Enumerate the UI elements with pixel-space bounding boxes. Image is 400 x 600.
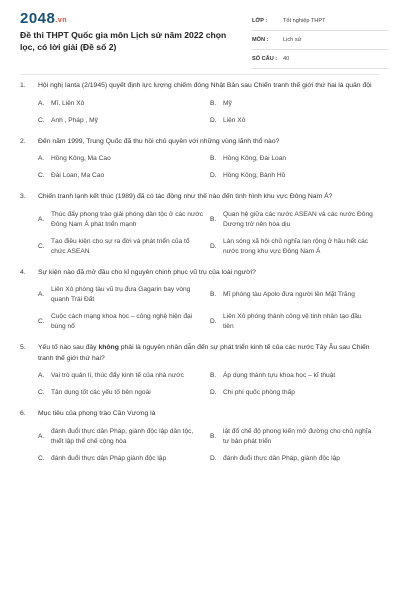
meta-value: Lịch sử xyxy=(283,37,302,43)
document-meta xyxy=(252,12,388,69)
question-emphasis: không xyxy=(98,344,119,351)
option-text: Vai trò quản lí, thúc đẩy kinh tế của nhà nước xyxy=(51,372,184,379)
option-letter: D. xyxy=(210,389,217,396)
option-letter: A. xyxy=(38,291,45,298)
question-text: Sự kiện nào đã mở đầu cho kỉ nguyên chinh phục vũ trụ của loài người? xyxy=(38,268,256,276)
question-2 xyxy=(20,137,380,182)
option-text: đánh đuổi thực dân Pháp, giành độc lập xyxy=(223,454,340,462)
option-letter: C. xyxy=(38,389,45,396)
document-header xyxy=(0,0,400,62)
answer-options xyxy=(20,371,380,398)
option-letter: C. xyxy=(38,116,45,124)
question-list xyxy=(20,81,380,475)
option-c[interactable] xyxy=(38,454,210,464)
question-5 xyxy=(20,343,380,398)
option-text: Liên Xô phóng thành công vệ tinh nhân tạo đầu tiên xyxy=(223,313,362,330)
answer-options xyxy=(20,154,380,181)
question-number: 5. xyxy=(20,344,26,351)
meta-key: LỚP : xyxy=(252,18,268,24)
option-b[interactable] xyxy=(210,99,380,109)
option-text: Đài Loan, Ma Cao xyxy=(51,172,105,179)
answer-options xyxy=(20,99,380,126)
option-a[interactable] xyxy=(38,210,210,230)
option-letter: B. xyxy=(210,432,217,440)
option-c[interactable] xyxy=(38,237,210,257)
option-letter: D. xyxy=(210,116,217,124)
option-text: Anh , Pháp , Mỹ xyxy=(51,116,98,124)
option-c[interactable] xyxy=(38,312,210,332)
option-letter: C. xyxy=(38,454,45,462)
question-text xyxy=(38,343,380,364)
meta-value: 40 xyxy=(283,56,290,62)
option-text: Mĩ, Liên Xô xyxy=(51,99,85,107)
answer-options xyxy=(20,427,380,464)
option-letter: B. xyxy=(210,215,217,223)
option-d[interactable] xyxy=(210,312,380,332)
question-4 xyxy=(20,268,380,333)
document-title: Đề thi THPT Quốc gia môn Lịch sử năm 2022 chọn lọc, có lời giải (Đề số 2) xyxy=(20,30,227,52)
option-letter: C. xyxy=(38,318,45,325)
header-divider xyxy=(20,74,380,75)
meta-value: Tốt nghiệp THPT xyxy=(283,18,326,24)
option-text: đánh đuổi thực dân Pháp, giành độc lập dân tộc, thiết lập thể chế cộng hòa xyxy=(51,427,194,445)
option-b[interactable] xyxy=(210,427,380,447)
option-letter: A. xyxy=(38,372,45,379)
option-c[interactable] xyxy=(38,116,210,126)
option-c[interactable] xyxy=(38,388,210,398)
option-letter: B. xyxy=(210,372,217,379)
option-b[interactable] xyxy=(210,371,380,381)
option-d[interactable] xyxy=(210,237,380,257)
option-a[interactable] xyxy=(38,154,210,164)
option-text: lật đổ chế độ phong kiến mở đường cho chủ nghĩa tư bản phát triển xyxy=(223,427,372,445)
option-letter: D. xyxy=(210,318,217,325)
option-a[interactable] xyxy=(38,99,210,109)
question-number: 4. xyxy=(20,268,26,276)
option-letter: D. xyxy=(210,242,217,250)
option-text: Liên Xô xyxy=(223,116,246,124)
option-d[interactable] xyxy=(210,388,380,398)
option-d[interactable] xyxy=(210,171,380,181)
question-number: 2. xyxy=(20,137,26,145)
question-6 xyxy=(20,409,380,464)
option-a[interactable] xyxy=(38,371,210,381)
meta-row-class xyxy=(252,12,388,31)
option-a[interactable] xyxy=(38,285,210,305)
option-letter: A. xyxy=(38,432,45,440)
option-text: Tạo điều kiện cho sự ra đời và phát triển của tổ chức ASEAN xyxy=(51,237,190,255)
question-3 xyxy=(20,192,380,257)
meta-row-subject xyxy=(252,31,388,50)
option-text: Liên Xô phóng tàu vũ trụ đưa Gagarin bay vòng quanh Trái Đất xyxy=(51,286,191,303)
logo-main: 2048 xyxy=(20,10,56,27)
meta-key: SỐ CÂU : xyxy=(252,56,278,62)
question-text-part: phải là nguyên nhân dẫn đến sự phát triển kinh tế của các nước Tây Âu sau Chiến tranh thế giới thứ hai? xyxy=(38,344,370,362)
option-d[interactable] xyxy=(210,454,380,464)
question-text: Chiến tranh lạnh kết thúc (1989) đã có tác động như thế nào đến tình hình khu vực Đông Nam Á? xyxy=(38,193,333,200)
option-letter: D. xyxy=(210,172,217,179)
question-1 xyxy=(20,81,380,126)
question-text-part: Yếu tố nào sau đây xyxy=(38,344,99,351)
option-b[interactable] xyxy=(210,285,380,305)
option-text: Hồng Kông, Ma Cao xyxy=(51,155,111,162)
option-text: Hồng Kông, Đài Loan xyxy=(223,155,287,162)
option-text: Chi phí quốc phòng thấp xyxy=(223,389,295,396)
answer-options xyxy=(20,210,380,257)
option-letter: A. xyxy=(38,155,45,162)
option-letter: B. xyxy=(210,155,217,162)
question-number: 3. xyxy=(20,193,26,200)
option-letter: C. xyxy=(38,172,45,179)
option-letter: B. xyxy=(210,99,217,107)
option-text: Thúc đẩy phong trào giải phóng dân tộc ở các nước Đông Nam Á phát triển mạnh xyxy=(51,210,203,228)
option-letter: C. xyxy=(38,242,45,250)
option-text: Mĩ phóng tàu Apolo đưa người lên Mặt Trăng xyxy=(223,291,355,298)
option-letter: B. xyxy=(210,291,217,298)
question-number: 6. xyxy=(20,410,26,417)
option-text: đánh đuổi thực dân Pháp giành độc lập xyxy=(51,454,167,462)
option-d[interactable] xyxy=(210,116,380,126)
question-number: 1. xyxy=(20,82,26,89)
option-letter: A. xyxy=(38,99,45,107)
option-c[interactable] xyxy=(38,171,210,181)
question-text: Mục tiêu của phong trào Cần Vương là xyxy=(38,410,156,417)
option-text: Cuộc cách mạng khoa học – công nghệ hiện đại bùng nổ xyxy=(51,313,193,330)
site-logo[interactable] xyxy=(20,10,67,27)
option-text: Hồng Kông, Bành Hồ xyxy=(223,172,286,179)
option-a[interactable] xyxy=(38,427,210,447)
option-text: Mỹ xyxy=(223,99,232,107)
option-b[interactable] xyxy=(210,154,380,164)
option-text: Tận dụng tốt các yếu tố bên ngoài xyxy=(51,389,151,396)
logo-suffix: .vn xyxy=(55,17,67,24)
question-text: Hội nghị Ianta (2/1945) quyết định lực lượng chiếm đóng Nhật Bản sau Chiến tranh thế giới thứ hai là quân đội xyxy=(38,82,372,89)
option-b[interactable] xyxy=(210,210,380,230)
meta-row-question-count xyxy=(252,50,388,69)
question-text: Đến năm 1999, Trung Quốc đã thu hồi chủ quyền với những vùng lãnh thổ nào? xyxy=(38,137,280,145)
option-letter: D. xyxy=(210,454,217,462)
meta-key: MÔN : xyxy=(252,37,269,43)
option-letter: A. xyxy=(38,215,45,223)
option-text: Làn sóng xã hội chủ nghĩa lan rộng ở hầu hết các nước trong khu vực Đông Nam Á xyxy=(223,237,369,255)
answer-options xyxy=(20,285,380,332)
option-text: Quan hệ giữa các nước ASEAN và các nước Đông Dương trở nên hòa dịu xyxy=(223,210,373,228)
option-text: Áp dụng thành tựu khoa học – kĩ thuật xyxy=(223,372,336,379)
